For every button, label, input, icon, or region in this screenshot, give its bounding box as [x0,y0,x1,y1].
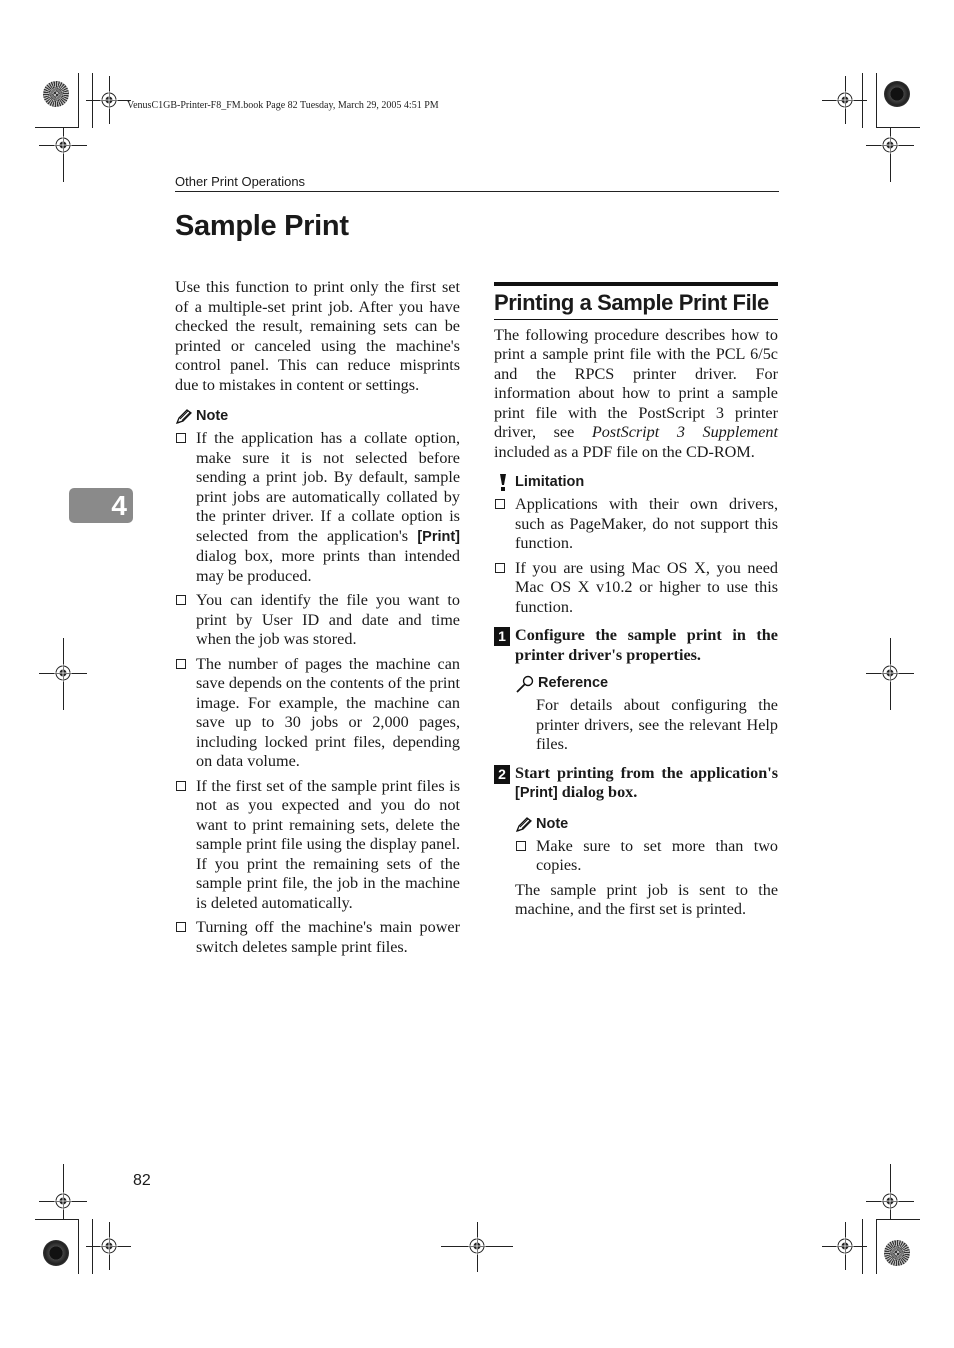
checkbox-bullet-icon [495,499,505,509]
left-column [175,278,460,962]
note-label: Note [196,408,229,425]
print-key-label: [Print] [515,785,558,801]
registration-target-icon [100,1237,118,1255]
checkbox-bullet-icon [176,595,186,605]
checkbox-bullet-icon [176,922,186,932]
color-target-icon [884,81,910,107]
right-column [494,282,778,920]
reference-text: For details about configuring the printer drivers, see the relevant Help files. [536,696,778,753]
checkbox-bullet-icon [176,659,186,669]
registration-target-icon [881,136,899,154]
registration-target-icon [100,91,118,109]
registration-target-icon [836,91,854,109]
checkbox-bullet-icon [516,841,526,851]
note-label: Note [536,815,569,832]
result-text: The sample print job is sent to the machine, and the first set is printed. [515,880,778,918]
registration-target-icon [836,1237,854,1255]
list-item: You can identify the file you want to print by User ID and date and time when the job was stored. [175,591,460,650]
list-item: The number of pages the machine can save depends on the contents of the print image. For example, the machine can save up to 30 jobs or 2,000 pages, including locked print files, depending on data volume. [175,655,460,772]
limitation-list [494,495,778,617]
chapter-tab: 4 [69,488,133,523]
page-number: 82 [133,1172,151,1189]
intro-paragraph: Use this function to print only the first set of a multiple-set print job. After you have checked the result, remaining sets can be printed or canceled using the machine's control panel. This can reduce misprints due to mistakes in content or settings. [175,278,460,394]
registration-target-icon [881,664,899,682]
list-item: Make sure to set more than two copies. [515,837,778,876]
registration-target-icon [468,1237,486,1255]
note-list [515,837,778,876]
registration-target-icon [54,1192,72,1210]
magnifier-icon [515,675,535,693]
note-heading [175,407,460,427]
pencil-icon [175,409,193,425]
list-item: Turning off the machine's main power switch deletes sample print files. [175,918,460,957]
checkbox-bullet-icon [176,781,186,791]
section-title: Printing a Sample Print File [494,282,778,320]
registration-target-icon [54,664,72,682]
limitation-heading [494,473,778,493]
step-number-badge: 1 [494,627,510,646]
page-title: Sample Print [175,210,349,242]
limitation-label: Limitation [515,474,585,491]
note-heading [515,815,778,835]
color-target-icon [43,81,69,107]
exclamation-icon [494,473,512,493]
registration-target-icon [881,1192,899,1210]
checkbox-bullet-icon [176,433,186,443]
list-item: If you are using Mac OS X, you need Mac OS X v10.2 or higher to use this function. [494,559,778,618]
running-head: Other Print Operations [175,174,779,192]
print-key-label: [Print] [417,528,460,545]
step2-note-block [494,815,778,920]
pencil-icon [515,817,533,833]
note-list [175,429,460,957]
document-reference: PostScript 3 Supplement [591,423,778,441]
list-item: Applications with their own drivers, such as PageMaker, do not support this function. [494,495,778,554]
reference-heading [515,674,778,694]
reference-block [494,674,778,755]
color-target-icon [884,1240,910,1266]
list-item: If the application has a collate option, make sure it is not selected before sending a print job. By default, sample print jobs are automatically collated by the printer driver. If a collate option is selected from the application's [Print] dialog box, more prints than intended may be produced. [175,429,460,586]
registration-target-icon [54,136,72,154]
list-item: If the first set of the sample print files is not as you expected and you do not want to print remaining sets, delete the sample print file using the display panel. If you print the remaining sets of the sample print file, the job in the machine is deleted automatically. [175,777,460,914]
step-2: 2 Start printing from the application's [Print] dialog box. [494,764,778,804]
procedure-intro: The following procedure describes how to print a sample print file with the PCL 6/5c and the RPCS printer driver. For information about how to print a sample print file with the PostScript 3 printer driver, see PostScript 3 Supplement included as a PDF file on the CD-ROM. [494,325,778,461]
step-number-badge: 2 [494,765,510,784]
color-target-icon [43,1240,69,1266]
reference-label: Reference [538,675,609,692]
file-info-line: VenusC1GB-Printer-F8_FM.book Page 82 Tuesday, March 29, 2005 4:51 PM [127,100,439,111]
step-1: 1 Configure the sample print in the printer driver's properties. [494,626,778,665]
checkbox-bullet-icon [495,563,505,573]
